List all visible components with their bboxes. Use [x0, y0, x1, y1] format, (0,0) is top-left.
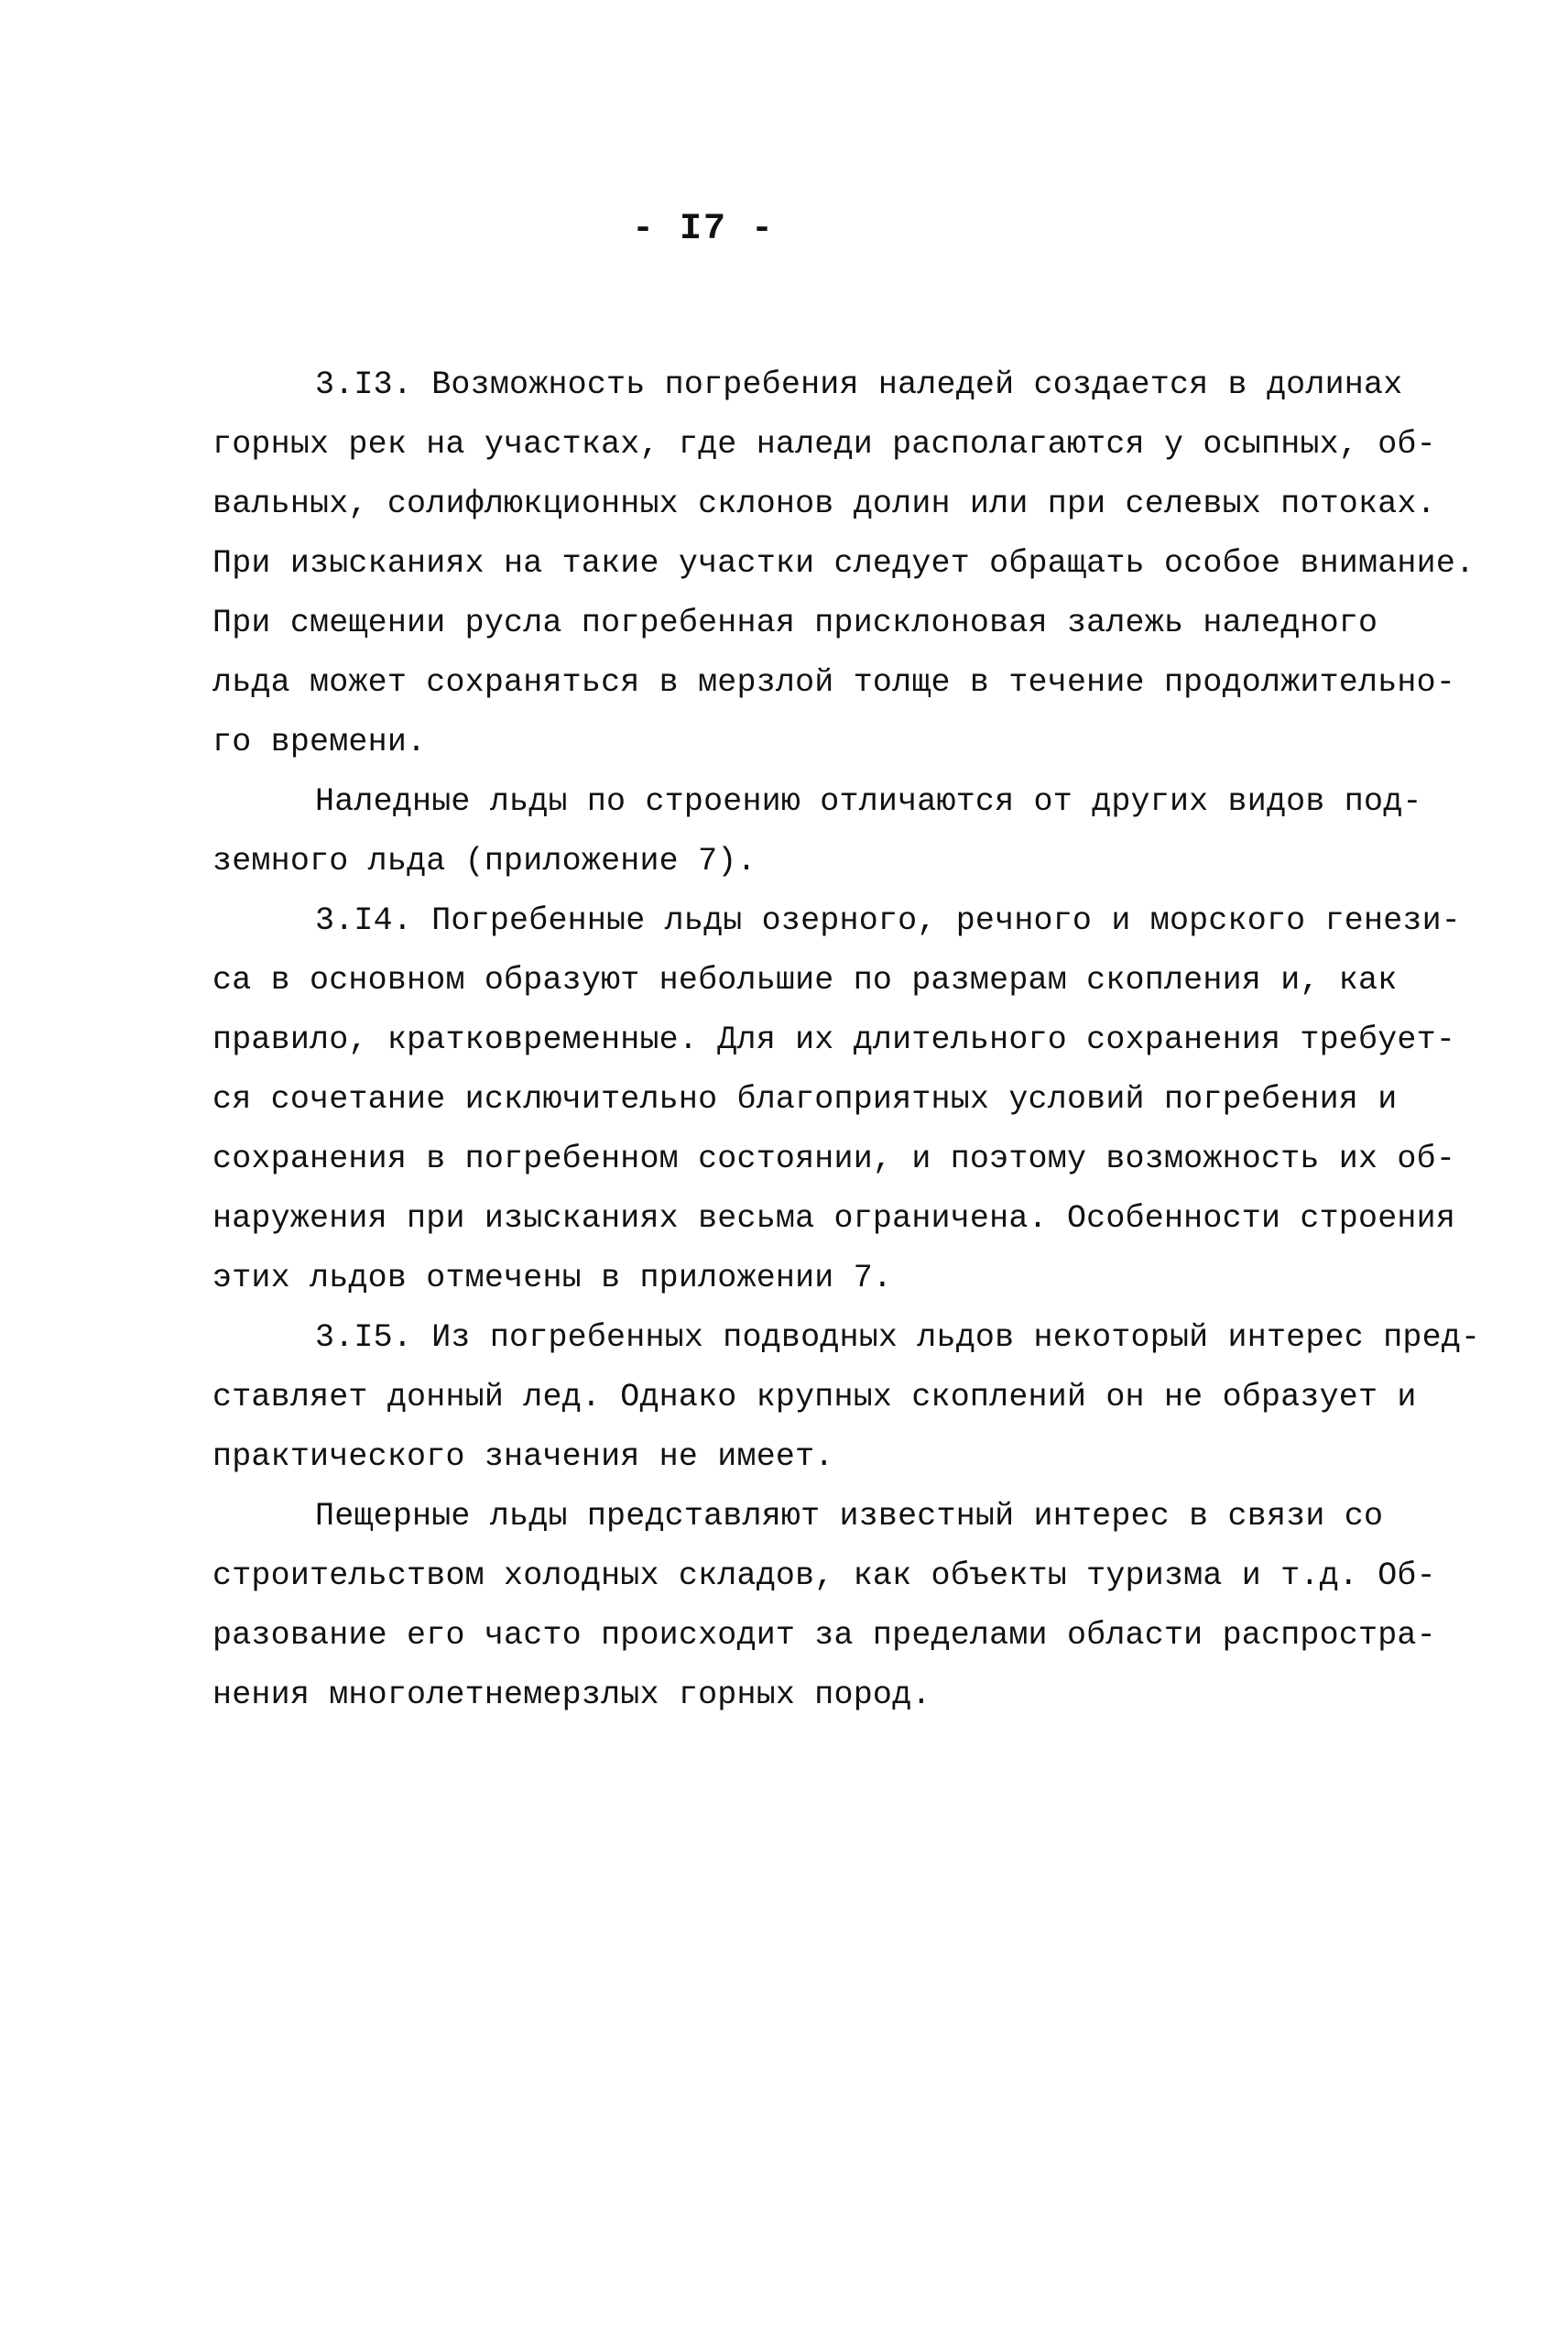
- text-line: льда может сохраняться в мерзлой толще в течение продолжительно-: [212, 664, 1456, 701]
- text-line: 3.I5. Из погребенных подводных льдов некоторый интерес пред-: [315, 1319, 1481, 1356]
- text-line: горных рек на участках, где наледи располагаются у осыпных, об-: [212, 426, 1436, 463]
- text-line: нения многолетнемерзлых горных пород.: [212, 1677, 931, 1713]
- text-line: сохранения в погребенном состоянии, и поэтому возможность их об-: [212, 1141, 1456, 1177]
- text-line: Наледные льды по строению отличаются от других видов под-: [315, 783, 1422, 820]
- text-line: разование его часто происходит за пределами области распростра-: [212, 1617, 1436, 1654]
- text-line: При смещении русла погребенная присклоновая залежь наледного: [212, 605, 1378, 641]
- text-line: Пещерные льды представляют известный интерес в связи со: [315, 1498, 1384, 1535]
- text-line: правило, кратковременные. Для их длительного сохранения требует-: [212, 1021, 1456, 1058]
- text-line: са в основном образуют небольшие по размерам скопления и, как: [212, 962, 1398, 999]
- page-number: - I7 -: [631, 209, 776, 250]
- text-line: При изысканиях на такие участки следует обращать особое внимание.: [212, 545, 1475, 582]
- text-line: го времени.: [212, 724, 427, 760]
- text-line: строительством холодных складов, как объекты туризма и т.д. Об-: [212, 1557, 1436, 1594]
- text-line: этих льдов отмечены в приложении 7.: [212, 1260, 893, 1296]
- body-text: [212, 355, 1481, 1725]
- text-line: ставляет донный лед. Однако крупных скоплений он не образует и: [212, 1379, 1417, 1415]
- text-line: земного льда (приложение 7).: [212, 843, 757, 879]
- text-line: 3.I3. Возможность погребения наледей создается в долинах: [315, 366, 1403, 403]
- text-line: 3.I4. Погребенные льды озерного, речного и морского генези-: [315, 902, 1462, 939]
- text-line: вальных, солифлюкционных склонов долин или при селевых потоках.: [212, 486, 1436, 522]
- text-line: наружения при изысканиях весьма ограничена. Особенности строения: [212, 1200, 1456, 1237]
- text-line: практического значения не имеет.: [212, 1438, 834, 1475]
- text-line: ся сочетание исключительно благоприятных условий погребения и: [212, 1081, 1398, 1118]
